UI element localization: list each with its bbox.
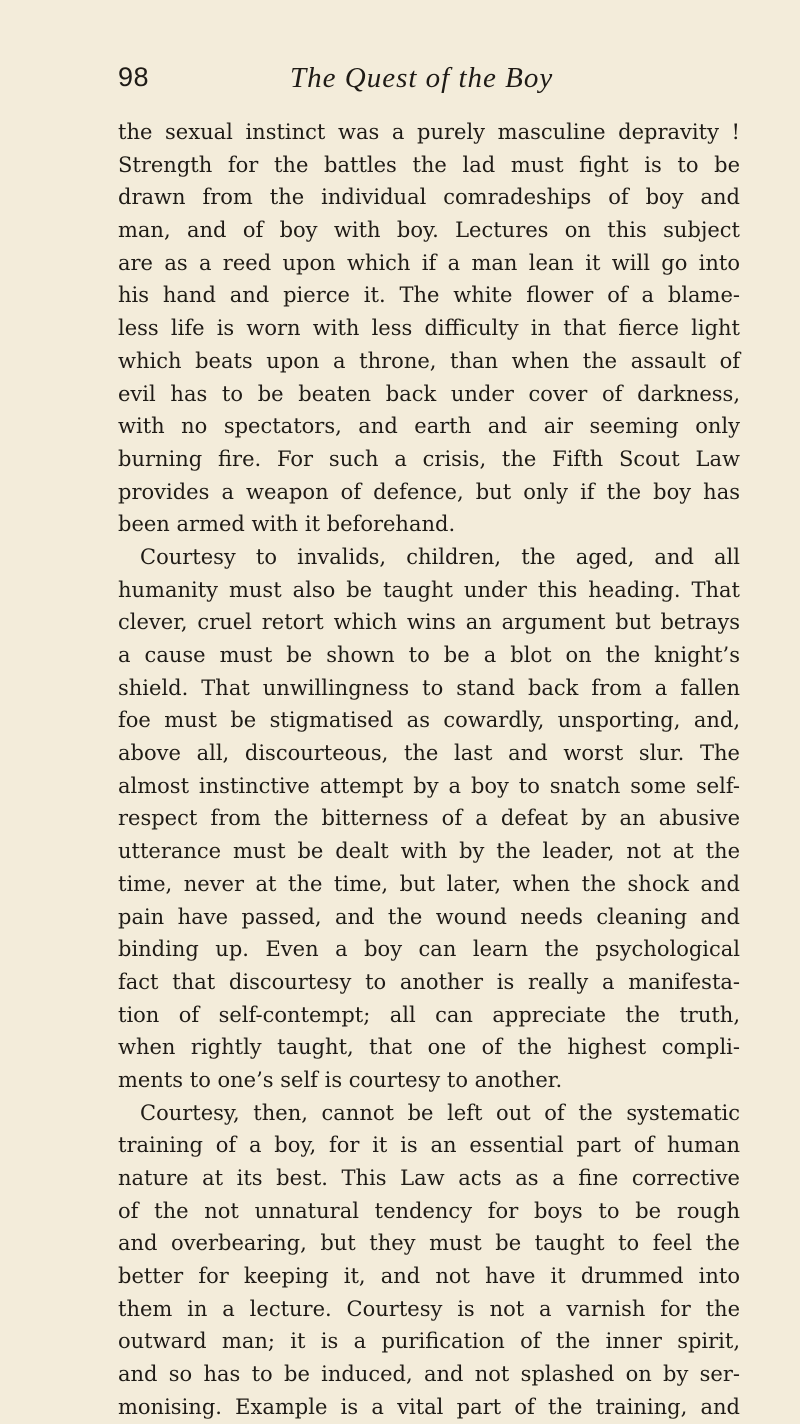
text-line: nature at its best. This Law acts as a fine corrective	[118, 1166, 740, 1190]
text-line: evil has to be beaten back under cover of darkness,	[118, 381, 740, 406]
text-line: drawn from the individual comradeships of boy and	[118, 185, 740, 210]
text-line: humanity must also be taught under this heading. That	[118, 577, 740, 602]
text-line: a cause must be shown to be a blot on the knight’s	[118, 643, 740, 667]
text-line: better for keeping it, and not have it drummed into	[118, 1264, 740, 1289]
text-line: respect from the bitterness of a defeat by an abusive	[118, 806, 740, 831]
text-line: of the not unnatural tendency for boys to be rough	[118, 1198, 740, 1223]
text-line: pain have passed, and the wound needs cleaning and	[118, 904, 740, 929]
text-line: are as a reed upon which if a man lean it will go into	[118, 250, 740, 275]
page-number: 98	[118, 62, 150, 92]
text-line-paragraph-start: Courtesy to invalids, children, the aged, and all	[140, 544, 740, 569]
text-line: monising. Example is a vital part of the training, and	[118, 1394, 740, 1419]
body-text	[118, 116, 740, 1424]
text-line: with no spectators, and earth and air seeming only	[118, 414, 740, 439]
text-line: which beats upon a throne, than when the assault of	[118, 348, 740, 373]
text-line-paragraph-end: ments to one’s self is courtesy to another.	[118, 1067, 563, 1092]
text-line: clever, cruel retort which wins an argument but betrays	[118, 610, 740, 635]
text-line: shield. That unwillingness to stand back from a fallen	[118, 675, 740, 700]
text-line-paragraph-end: been armed with it beforehand.	[118, 512, 456, 537]
text-line: and overbearing, but they must be taught to feel the	[118, 1231, 740, 1256]
running-title: The Quest of the Boy	[290, 62, 554, 94]
text-line: Strength for the battles the lad must fight is to be	[118, 152, 740, 177]
text-line: almost instinctive attempt by a boy to snatch some self-	[118, 773, 740, 798]
text-line: training of a boy, for it is an essential part of human	[118, 1133, 740, 1158]
text-line: them in a lecture. Courtesy is not a varnish for the	[118, 1296, 740, 1321]
text-line: tion of self-contempt; all can appreciate the truth,	[118, 1002, 740, 1027]
text-line: foe must be stigmatised as cowardly, unsporting, and,	[118, 708, 740, 733]
text-line: burning fire. For such a crisis, the Fifth Scout Law	[118, 446, 740, 471]
text-line: and so has to be induced, and not splashed on by ser-	[118, 1362, 740, 1387]
text-line: time, never at the time, but later, when the shock and	[118, 871, 740, 896]
text-line: binding up. Even a boy can learn the psychological	[118, 937, 740, 962]
text-line-paragraph-start: Courtesy, then, cannot be left out of the systematic	[140, 1100, 740, 1125]
running-head	[118, 62, 738, 102]
text-line: fact that discourtesy to another is really a manifesta-	[118, 969, 740, 994]
text-line: utterance must be dealt with by the leader, not at the	[118, 839, 740, 864]
text-line: when rightly taught, that one of the highest compli-	[118, 1035, 740, 1060]
text-line: the sexual instinct was a purely masculine depravity !	[118, 120, 740, 144]
text-line: man, and of boy with boy. Lectures on this subject	[118, 218, 740, 243]
text-line: outward man; it is a purification of the inner spirit,	[118, 1329, 740, 1354]
text-line: above all, discourteous, the last and worst slur. The	[118, 741, 740, 766]
text-line: less life is worn with less difficulty in that fierce light	[118, 316, 740, 341]
text-line: his hand and pierce it. The white flower of a blame-	[118, 283, 740, 308]
text-line: provides a weapon of defence, but only if the boy has	[118, 479, 740, 504]
